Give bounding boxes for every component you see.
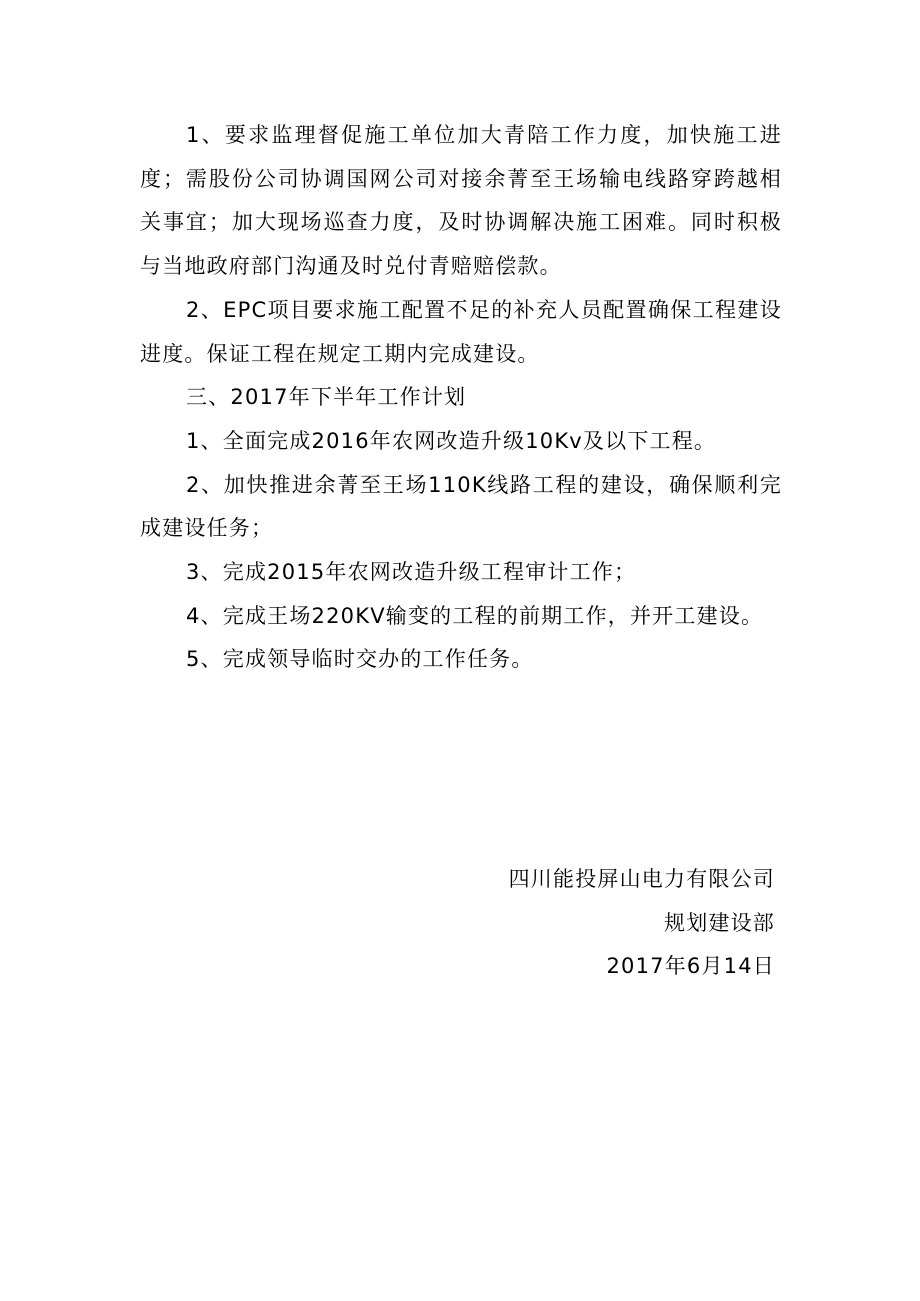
plan-item-3: 3、完成2015年农网改造升级工程审计工作； — [186, 560, 637, 585]
plan-item-2: 2、加快推进余菁至王场110K线路工程的建设，确保顺利完成建设任务； — [140, 472, 782, 541]
document-body — [140, 114, 782, 682]
signature-block — [275, 858, 775, 989]
signature-date: 2017年6月14日 — [606, 954, 775, 979]
plan-item-4: 4、完成王场220KV输变的工程的前期工作，并开工建设。 — [186, 603, 764, 628]
signature-company: 四川能投屏山电力有限公司 — [508, 867, 775, 891]
signature-department: 规划建设部 — [664, 910, 775, 935]
section-heading-work-plan: 三、2017年下半年工作计划 — [186, 385, 467, 410]
plan-item-1: 1、全面完成2016年农网改造升级10Kv及以下工程。 — [186, 428, 717, 453]
plan-item-5: 5、完成领导临时交办的工作任务。 — [186, 647, 534, 672]
paragraph-supervision-measures: 1、要求监理督促施工单位加大青陪工作力度，加快施工进度；需股份公司协调国网公司对接余菁至王场输电线路穿跨越相关事宜；加大现场巡查力度，及时协调解决施工困难。同时积极与当地政府部门沟通及时兑付青赔赔偿款。 — [140, 123, 782, 279]
paragraph-epc-staffing: 2、EPC项目要求施工配置不足的补充人员配置确保工程建设进度。保证工程在规定工期内完成建设。 — [140, 297, 782, 366]
